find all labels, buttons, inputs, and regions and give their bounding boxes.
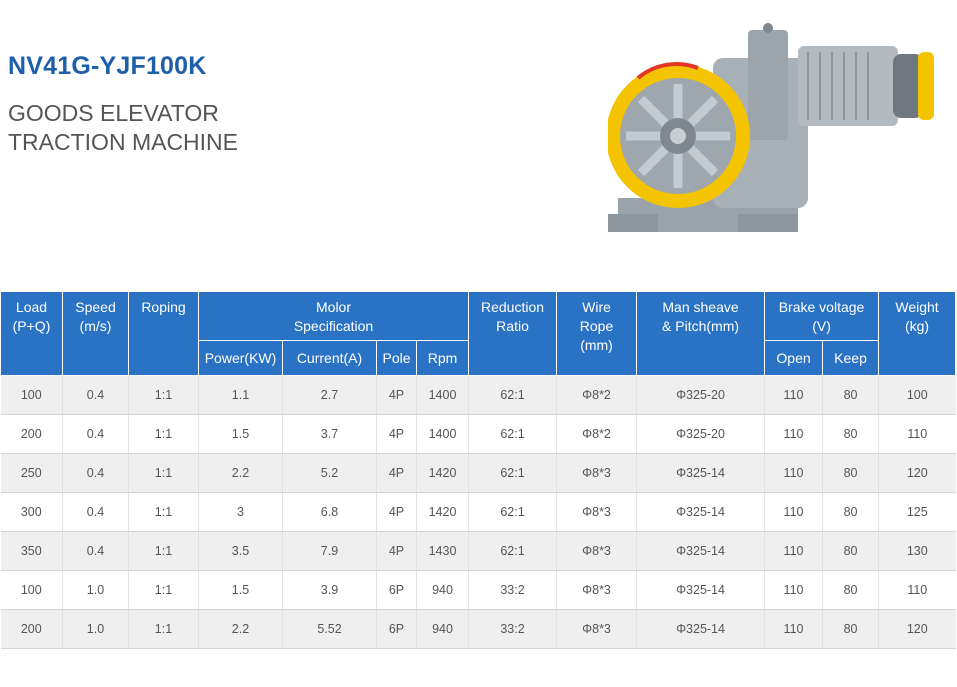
cell-rpm: 1420 (417, 493, 469, 532)
cell-wire-rope: Φ8*3 (557, 532, 637, 571)
cell-sheave: Φ325-14 (637, 532, 765, 571)
cell-wire-rope: Φ8*3 (557, 571, 637, 610)
cell-rpm: 1430 (417, 532, 469, 571)
cell-current: 6.8 (283, 493, 377, 532)
cell-brake-open: 110 (765, 571, 823, 610)
specification-table (0, 291, 956, 649)
table-row (1, 454, 956, 493)
cell-power: 3.5 (199, 532, 283, 571)
cell-weight: 110 (879, 415, 956, 454)
page-title: NV41G-YJF100K (8, 52, 207, 80)
cell-roping: 1:1 (129, 454, 199, 493)
cell-pole: 4P (377, 454, 417, 493)
cell-reduction: 62:1 (469, 415, 557, 454)
cell-brake-keep: 80 (823, 376, 879, 415)
cell-brake-open: 110 (765, 493, 823, 532)
cell-brake-keep: 80 (823, 415, 879, 454)
cell-load: 200 (1, 415, 63, 454)
cell-pole: 6P (377, 610, 417, 649)
cell-roping: 1:1 (129, 415, 199, 454)
cell-pole: 6P (377, 571, 417, 610)
cell-rpm: 1420 (417, 454, 469, 493)
cell-current: 7.9 (283, 532, 377, 571)
col-header-rpm: Rpm (417, 341, 469, 376)
cell-sheave: Φ325-20 (637, 376, 765, 415)
cell-load: 350 (1, 532, 63, 571)
cell-speed: 0.4 (63, 376, 129, 415)
cell-pole: 4P (377, 376, 417, 415)
col-header-roping: Roping (129, 292, 199, 376)
cell-current: 5.2 (283, 454, 377, 493)
cell-roping: 1:1 (129, 532, 199, 571)
cell-wire-rope: Φ8*3 (557, 493, 637, 532)
cell-rpm: 1400 (417, 376, 469, 415)
cell-pole: 4P (377, 493, 417, 532)
cell-power: 3 (199, 493, 283, 532)
cell-brake-keep: 80 (823, 493, 879, 532)
table-row (1, 376, 956, 415)
cell-pole: 4P (377, 532, 417, 571)
col-header-pole: Pole (377, 341, 417, 376)
cell-speed: 0.4 (63, 532, 129, 571)
cell-weight: 130 (879, 532, 956, 571)
col-header-sheave: Man sheave & Pitch(mm) (637, 292, 765, 376)
col-header-brake-keep: Keep (823, 341, 879, 376)
table-row (1, 415, 956, 454)
cell-power: 1.5 (199, 571, 283, 610)
cell-weight: 120 (879, 610, 956, 649)
col-header-wire-rope: Wire Rope (mm) (557, 292, 637, 376)
cell-wire-rope: Φ8*2 (557, 415, 637, 454)
cell-weight: 125 (879, 493, 956, 532)
cell-reduction: 62:1 (469, 493, 557, 532)
col-header-current: Current(A) (283, 341, 377, 376)
cell-power: 1.1 (199, 376, 283, 415)
cell-speed: 1.0 (63, 610, 129, 649)
cell-load: 300 (1, 493, 63, 532)
brake-unit (748, 30, 788, 140)
cell-reduction: 33:2 (469, 610, 557, 649)
cell-brake-keep: 80 (823, 571, 879, 610)
cell-weight: 120 (879, 454, 956, 493)
cell-load: 100 (1, 376, 63, 415)
cell-brake-keep: 80 (823, 610, 879, 649)
col-header-brake: Brake voltage (V) (765, 292, 879, 341)
cell-rpm: 940 (417, 571, 469, 610)
cell-brake-keep: 80 (823, 454, 879, 493)
cell-brake-open: 110 (765, 415, 823, 454)
traction-machine-image (608, 18, 938, 240)
cell-sheave: Φ325-20 (637, 415, 765, 454)
cell-brake-open: 110 (765, 532, 823, 571)
cell-speed: 0.4 (63, 415, 129, 454)
cell-roping: 1:1 (129, 610, 199, 649)
yellow-fan-cover (918, 52, 934, 120)
table-row (1, 571, 956, 610)
cell-weight: 100 (879, 376, 956, 415)
cell-current: 5.52 (283, 610, 377, 649)
page-subtitle (8, 99, 308, 157)
cell-roping: 1:1 (129, 571, 199, 610)
cell-brake-keep: 80 (823, 532, 879, 571)
cell-sheave: Φ325-14 (637, 493, 765, 532)
cell-power: 2.2 (199, 610, 283, 649)
cell-current: 3.7 (283, 415, 377, 454)
cell-weight: 110 (879, 571, 956, 610)
cell-brake-open: 110 (765, 454, 823, 493)
col-header-load: Load (P+Q) (1, 292, 63, 376)
cell-load: 250 (1, 454, 63, 493)
cell-roping: 1:1 (129, 493, 199, 532)
table-row (1, 610, 956, 649)
cell-rpm: 1400 (417, 415, 469, 454)
cell-load: 100 (1, 571, 63, 610)
cell-sheave: Φ325-14 (637, 571, 765, 610)
cell-sheave: Φ325-14 (637, 454, 765, 493)
table-row (1, 493, 956, 532)
subtitle-line: TRACTION MACHINE (8, 129, 238, 155)
cell-wire-rope: Φ8*3 (557, 610, 637, 649)
cell-reduction: 62:1 (469, 532, 557, 571)
cell-speed: 1.0 (63, 571, 129, 610)
cell-wire-rope: Φ8*2 (557, 376, 637, 415)
table-row (1, 532, 956, 571)
cell-current: 3.9 (283, 571, 377, 610)
cell-reduction: 33:2 (469, 571, 557, 610)
col-header-brake-open: Open (765, 341, 823, 376)
cell-power: 2.2 (199, 454, 283, 493)
motor-body (798, 46, 898, 126)
cell-brake-open: 110 (765, 376, 823, 415)
cell-load: 200 (1, 610, 63, 649)
cell-brake-open: 110 (765, 610, 823, 649)
cell-wire-rope: Φ8*3 (557, 454, 637, 493)
cell-reduction: 62:1 (469, 376, 557, 415)
col-header-reduction: Reduction Ratio (469, 292, 557, 376)
cell-speed: 0.4 (63, 454, 129, 493)
cell-speed: 0.4 (63, 493, 129, 532)
cell-reduction: 62:1 (469, 454, 557, 493)
cell-roping: 1:1 (129, 376, 199, 415)
subtitle-line: GOODS ELEVATOR (8, 100, 219, 126)
cell-power: 1.5 (199, 415, 283, 454)
cell-sheave: Φ325-14 (637, 610, 765, 649)
col-header-motor: Molor Specification (199, 292, 469, 341)
col-header-power: Power(KW) (199, 341, 283, 376)
col-header-speed: Speed (m/s) (63, 292, 129, 376)
col-header-weight: Weight (kg) (879, 292, 956, 376)
cell-rpm: 940 (417, 610, 469, 649)
cell-pole: 4P (377, 415, 417, 454)
cell-current: 2.7 (283, 376, 377, 415)
